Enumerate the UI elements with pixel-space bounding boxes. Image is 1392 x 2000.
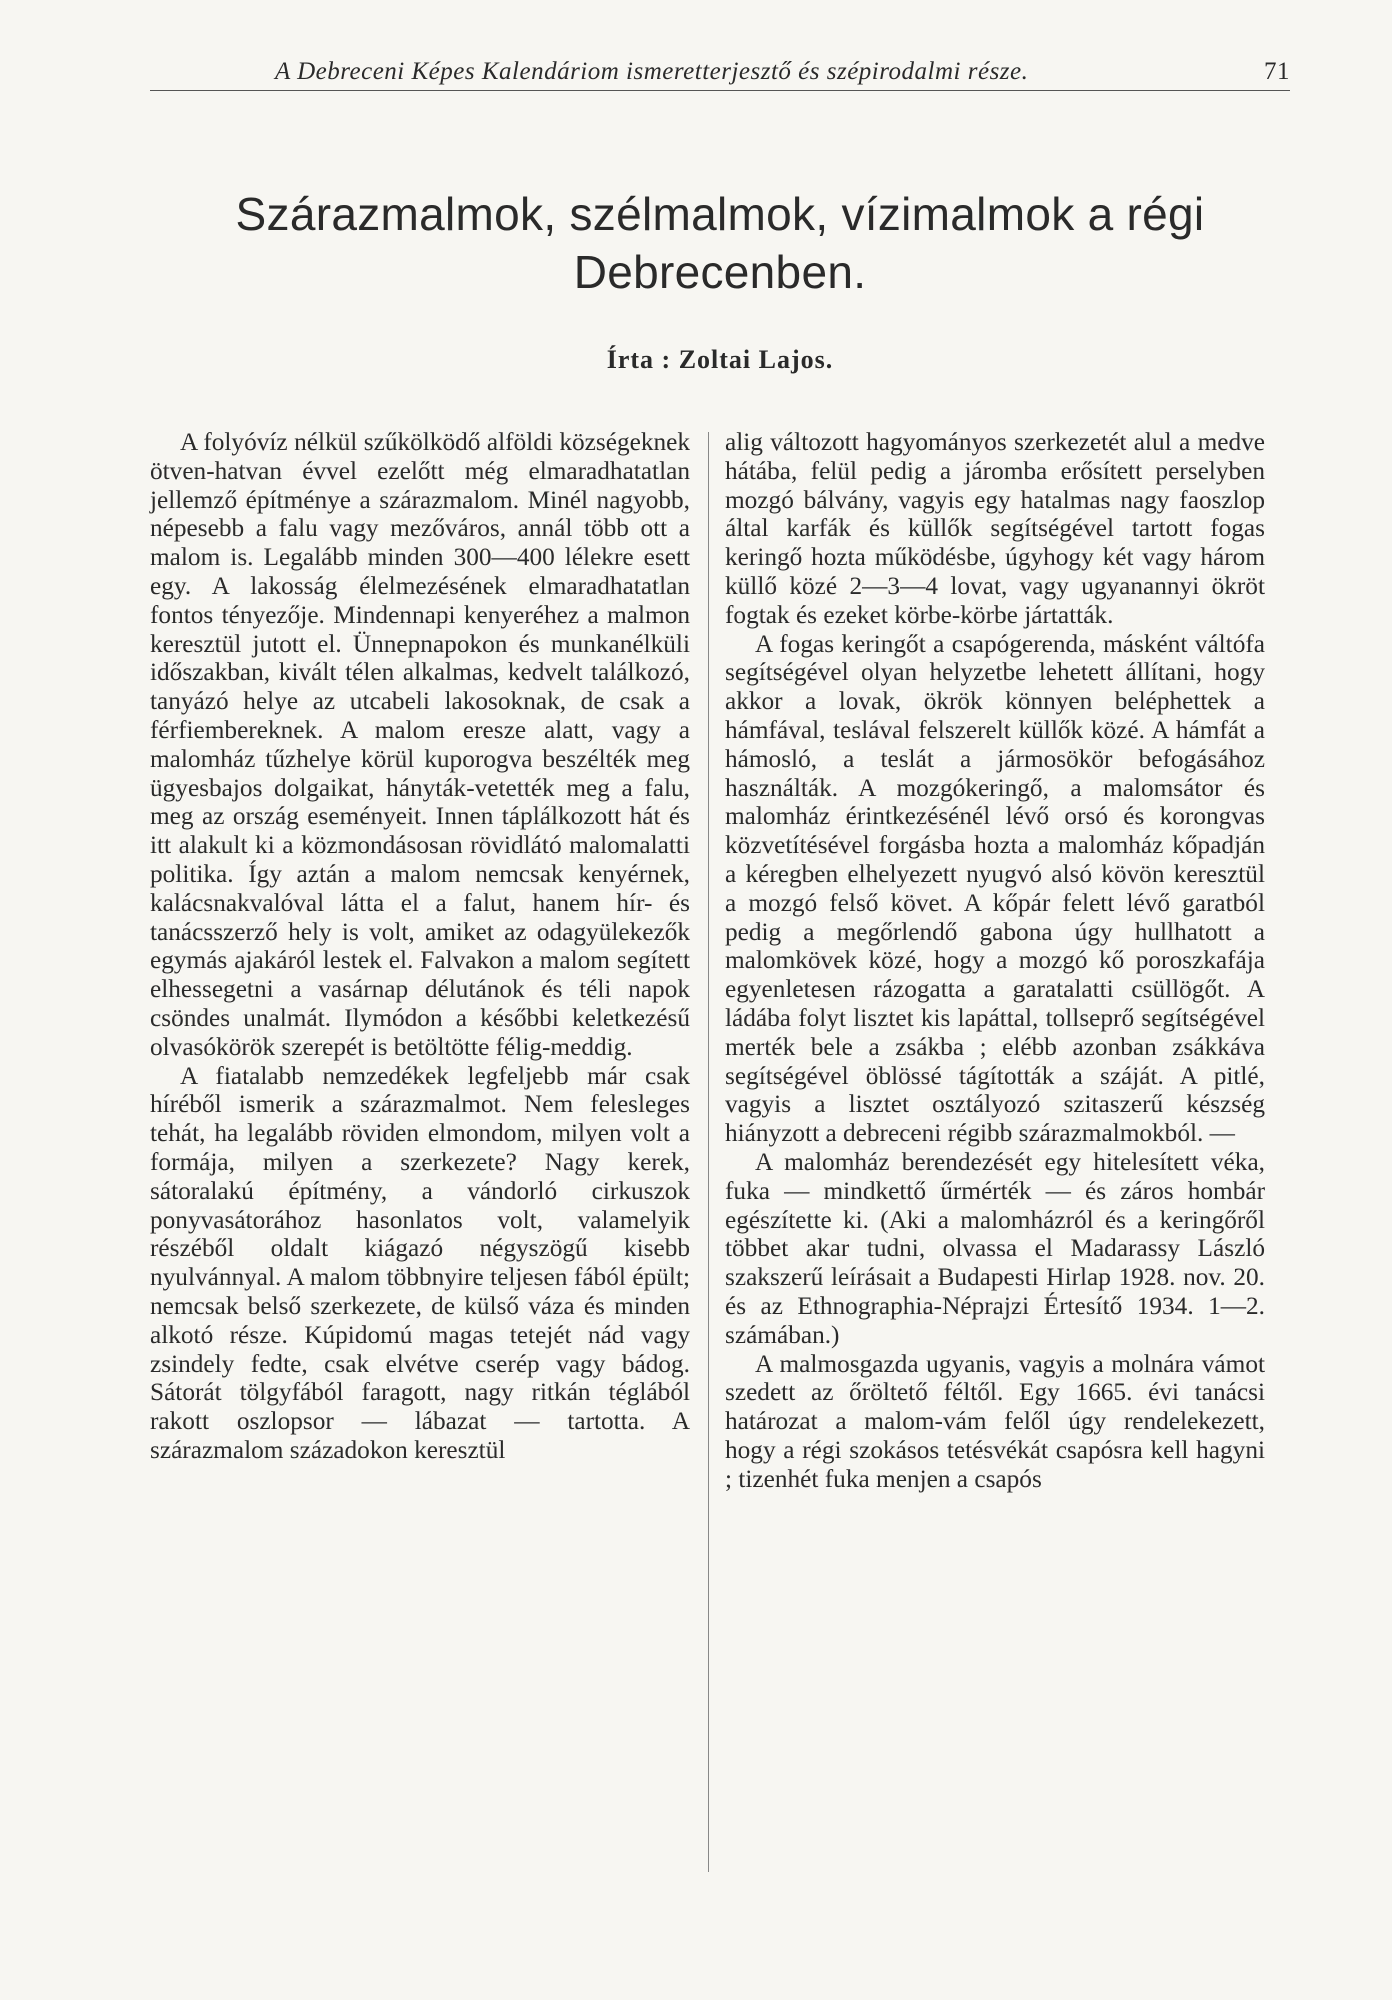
paragraph: A folyóvíz nélkül szűkölködő alföldi községeknek ötven-hatvan évvel ezelőtt még elmaradhatatlan jellemző építménye a szárazmalom. Minél nagyobb, népesebb a falu vagy mezőváros, annál több ott a malom is. Legalább minden 300—400 lélekre esett egy. A lakosság élelmezésének elmaradhatatlan fontos tényezője. Mindennapi kenyeréhez a malmon keresztül jutott el. Ünnepnapokon és munkanélküli időszakban, kivált télen alkalmas, kedvelt találkozó, tanyázó helye az utcabeli lakosoknak, de csak a férfiembereknek. A malom eresze alatt, vagy a malomház tűzhelye körül kuporogva beszélték meg ügyesbajos dolgaikat, hányták-vetették meg a falu, meg az ország eseményeit. Innen táplálkozott hát és itt alakult ki a közmondásosan rövidlátó malomalatti politika. Így aztán a malom nemcsak kenyérnek, kalácsnakvalóval látta el a falut, hanem hír- és tanácsszerző hely is volt, amiket az odagyülekezők egymás ajakáról lestek el. Falvakon a malom segített elhessegetni a vasárnap délutánok és téli napok csöndes unalmát. Ilymódon a későbbi keletkezésű olvasókörök szerepét is betöltötte félig-meddig. [150,428,690,1061]
running-header [150,58,1290,91]
right-column [725,428,1265,1493]
paragraph: A fogas keringőt a csapógerenda, másként váltófa segítségével olyan helyzetbe lehetett állítani, hogy akkor a lovak, ökrök könnyen beléphettek a hámfával, teslával felszerelt küllők közé. A hámfát a hámosló, a teslát a jármosökör befogásához használták. A mozgókeringő, a malomsátor és malomház érintkezésénél lévő orsó és korongvas közvetítésével forgásba hozta a malomház kőpadján a kéregben elhelyezett nyugvó alsó kövön keresztül a mozgó felső követ. A kőpár felett lévő garatból pedig a megőrlendő gabona úgy hullhatott a malomkövek közé, hogy a mozgó kő poroszkafája egyenletesen rázogatta a garatalatti csüllögőt. A ládába folyt lisztet kis lapáttal, tollseprő segítségével merték bele a zsákba ; elébb azonban zsákkáva segítségével öblössé tágították a száját. A pitlé, vagyis a lisztet osztályozó szitaszerű készség hiányzott a debreceni régibb szárazmalmokból. — [725,629,1265,1148]
column-divider [708,432,709,1872]
paragraph: A malmosgazda ugyanis, vagyis a molnára vámot szedett az őröltető féltől. Egy 1665. évi tanácsi határozat a malom-vám felől úgy rendelekezett, hogy a régi szokásos tetésvékát csapósra kell hagyni ; tizenhét fuka menjen a csapós [725,1349,1265,1493]
paragraph: A fiatalabb nemzedékek legfeljebb már csak híréből ismerik a szárazmalmot. Nem felesleges tehát, ha legalább röviden elmondom, milyen volt a formája, milyen a szerkezete? Nagy kerek, sátoralakú építmény, a vándorló cirkuszok ponyvasátorához hasonlatos volt, valamelyik részéből oldalt kiágazó négyszögű kisebb nyulvánnyal. A malom többnyire teljesen fából épült; nemcsak belső szerkezete, de külső váza és minden alkotó része. Kúpidomú magas tetejét nád vagy zsindely fedte, csak elvétve cserép vagy bádog. Sátorát tölgyfából faragott, nagy ritkán téglából rakott oszlopsor — lábazat — tartotta. A szárazmalom századokon keresztül [150,1061,690,1464]
paragraph: alig változott hagyományos szerkezetét alul a medve hátába, felül pedig a járomba erősített perselyben mozgó bálvány, vagyis egy hatalmas nagy faoszlop által karfák és küllők segítségével tartott fogas keringő hozta működésbe, úgyhogy két vagy három küllő közé 2—3—4 lovat, vagy ugyanannyi ökröt fogtak és ezeket körbe-körbe jártatták. [725,428,1265,629]
page-number: 71 [1264,58,1290,85]
article-title-line-2: Debrecenben. [573,246,867,298]
paragraph: A malomház berendezését egy hitelesített véka, fuka — mindkettő űrmérték — és záros hombár egészítette ki. (Aki a malomházról és a keringőről többet akar tudni, olvassa el Madarassy László szakszerű leírásait a Budapesti Hirlap 1928. nov. 20. és az Ethnographia-Néprajzi Értesítő 1934. 1—2. számában.) [725,1147,1265,1349]
article-title-line-1: Szárazmalmok, szélmalmok, vízimalmok a régi [235,188,1205,240]
article-title [150,185,1290,301]
left-column [150,428,690,1465]
running-title: A Debreceni Képes Kalendáriom ismeretterjesztő és szépirodalmi része. [275,58,1029,85]
byline: Írta : Zoltai Lajos. [606,345,834,374]
